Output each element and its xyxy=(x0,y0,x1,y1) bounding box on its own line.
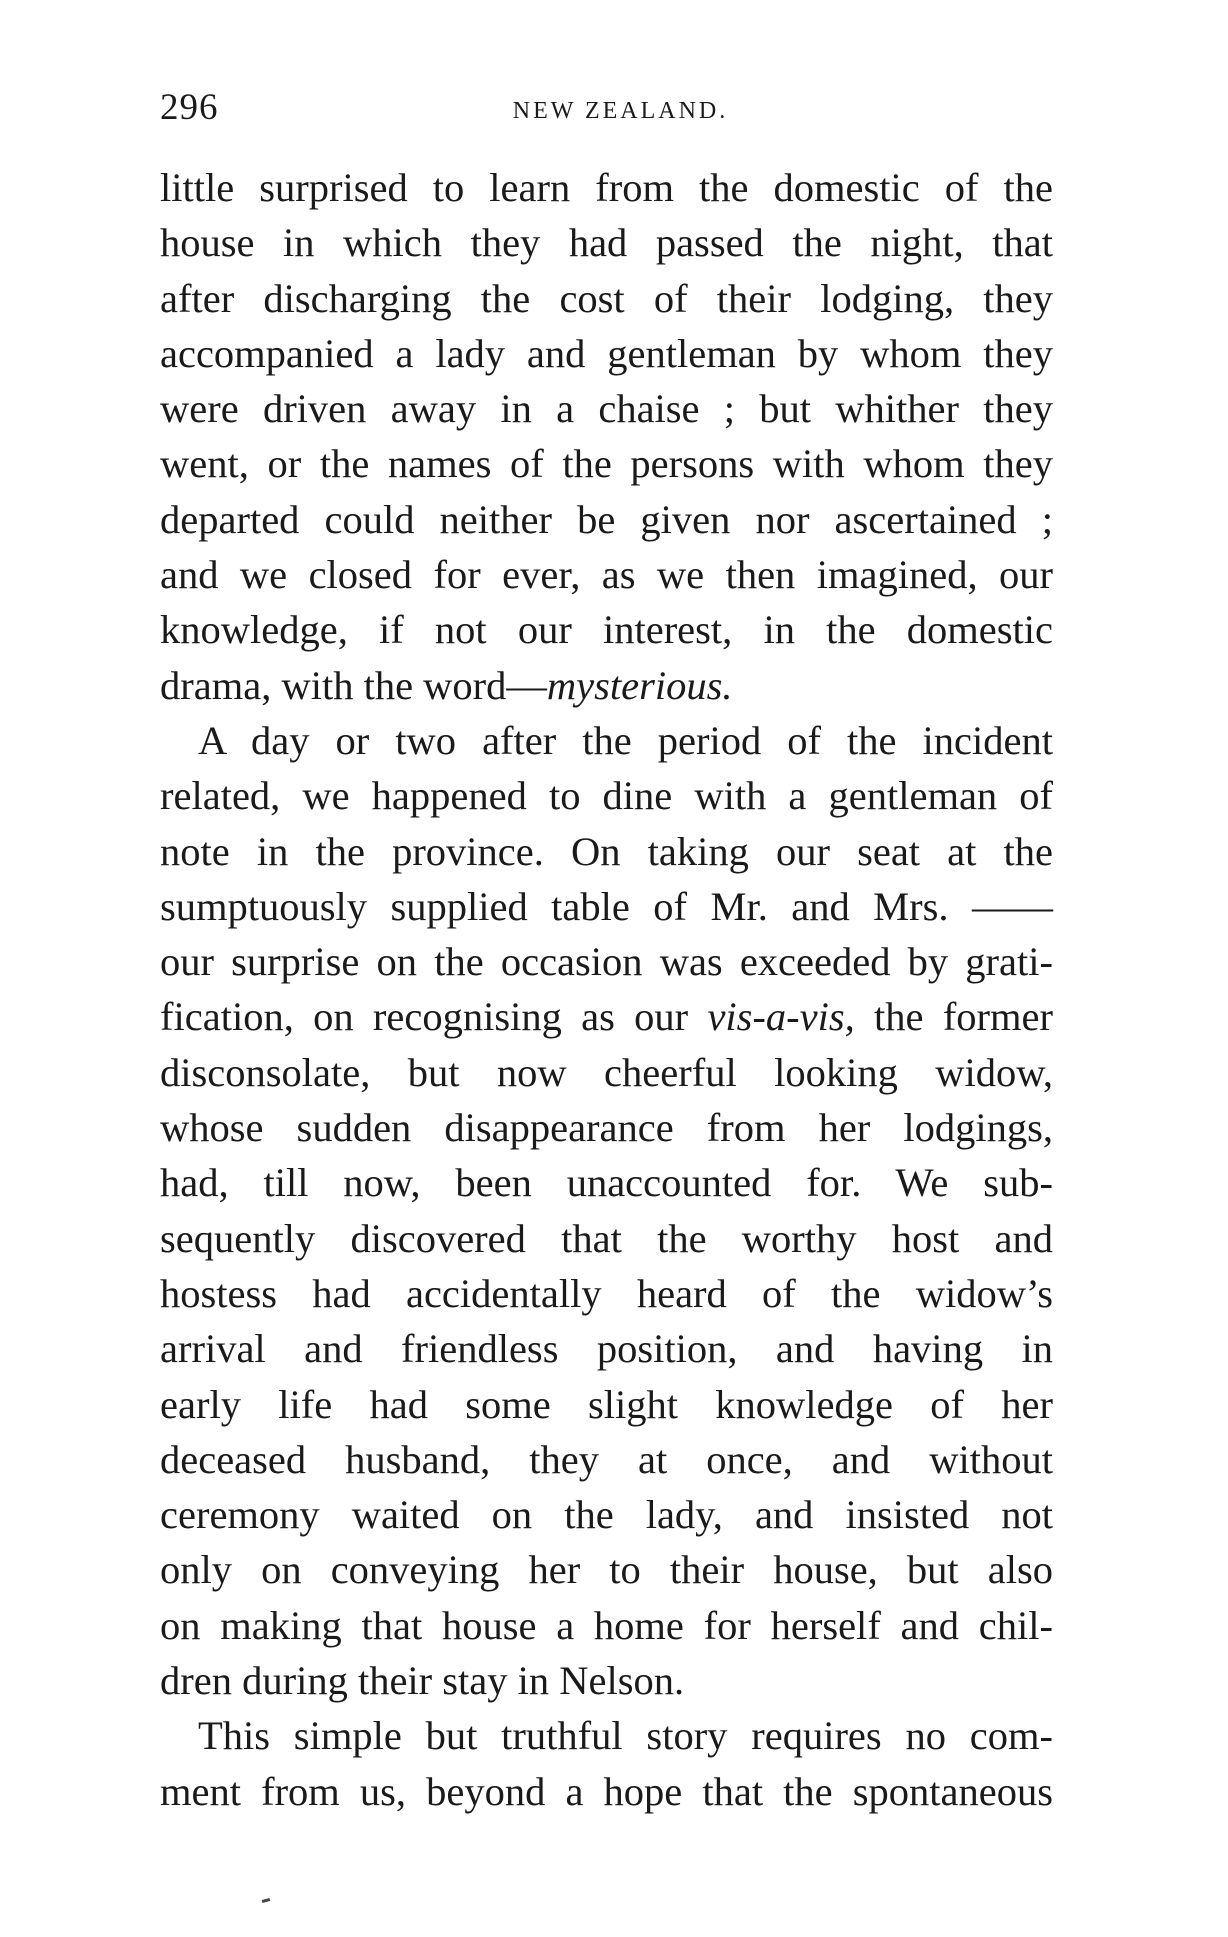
text-line: were driven away in a chaise ; but whither they xyxy=(160,386,1053,432)
text-line: accompanied a lady and gentleman by whom they xyxy=(160,330,1053,376)
body-text xyxy=(160,160,1053,1819)
paragraph-2 xyxy=(160,713,1053,1708)
text-line: sumptuously supplied table of Mr. and Mrs. —— xyxy=(160,883,1053,929)
text-line: related, we happened to dine with a gentleman of xyxy=(160,773,1053,819)
text-line: little surprised to learn from the domestic of the xyxy=(160,165,1053,210)
text-line: went, or the names of the persons with whom they xyxy=(160,441,1053,487)
ink-speck xyxy=(262,1898,271,1903)
text-line: knowledge, if not our interest, in the domestic xyxy=(160,607,1053,653)
text-line: hostess had accidentally heard of the widow’s xyxy=(160,1270,1053,1316)
text-line: sequently discovered that the worthy host and xyxy=(160,1215,1053,1261)
text-line: our surprise on the occasion was exceeded by grati- xyxy=(160,939,1053,985)
text-run: the former xyxy=(854,994,1054,1040)
text-line: dren during their stay in Nelson. xyxy=(160,1658,685,1704)
text-line: had, till now, been unaccounted for. We sub- xyxy=(160,1160,1053,1206)
text-line: ment from us, beyond a hope that the spontaneous xyxy=(160,1768,1053,1814)
paragraph-3 xyxy=(160,1708,1053,1819)
italic-word: vis-a-vis, xyxy=(707,994,855,1040)
text-line: disconsolate, but now cheerful looking widow, xyxy=(160,1049,1053,1095)
text-line xyxy=(160,989,1053,1044)
running-head: NEW ZEALAND. xyxy=(512,98,729,124)
text-line: A day or two after the period of the incident xyxy=(198,717,1053,763)
text-line: arrival and friendless position, and having in xyxy=(160,1326,1053,1372)
page-number: 296 xyxy=(160,87,219,128)
text-line: after discharging the cost of their lodging, they xyxy=(160,275,1053,321)
text-run: fication, on recognising as our xyxy=(160,994,708,1040)
text-line: note in the province. On taking our seat at the xyxy=(160,828,1053,874)
text-line: ceremony waited on the lady, and insisted not xyxy=(160,1492,1053,1538)
text-line: early life had some slight knowledge of her xyxy=(160,1381,1053,1427)
page-header xyxy=(160,86,1053,134)
text-line: on making that house a home for herself and chil- xyxy=(160,1602,1053,1648)
text-line: whose sudden disappearance from her lodgings, xyxy=(160,1105,1053,1151)
italic-word: mysterious. xyxy=(546,662,733,708)
text-run: drama, with the word— xyxy=(160,662,547,708)
text-line: This simple but truthful story requires no com- xyxy=(198,1713,1053,1759)
text-line xyxy=(160,658,1053,713)
text-line: house in which they had passed the night, that xyxy=(160,220,1053,266)
text-line: departed could neither be given nor ascertained ; xyxy=(160,496,1053,542)
paragraph-1 xyxy=(160,160,1053,713)
text-line: deceased husband, they at once, and without xyxy=(160,1436,1053,1482)
text-line: and we closed for ever, as we then imagined, our xyxy=(160,552,1053,598)
text-line: only on conveying her to their house, but also xyxy=(160,1547,1053,1593)
